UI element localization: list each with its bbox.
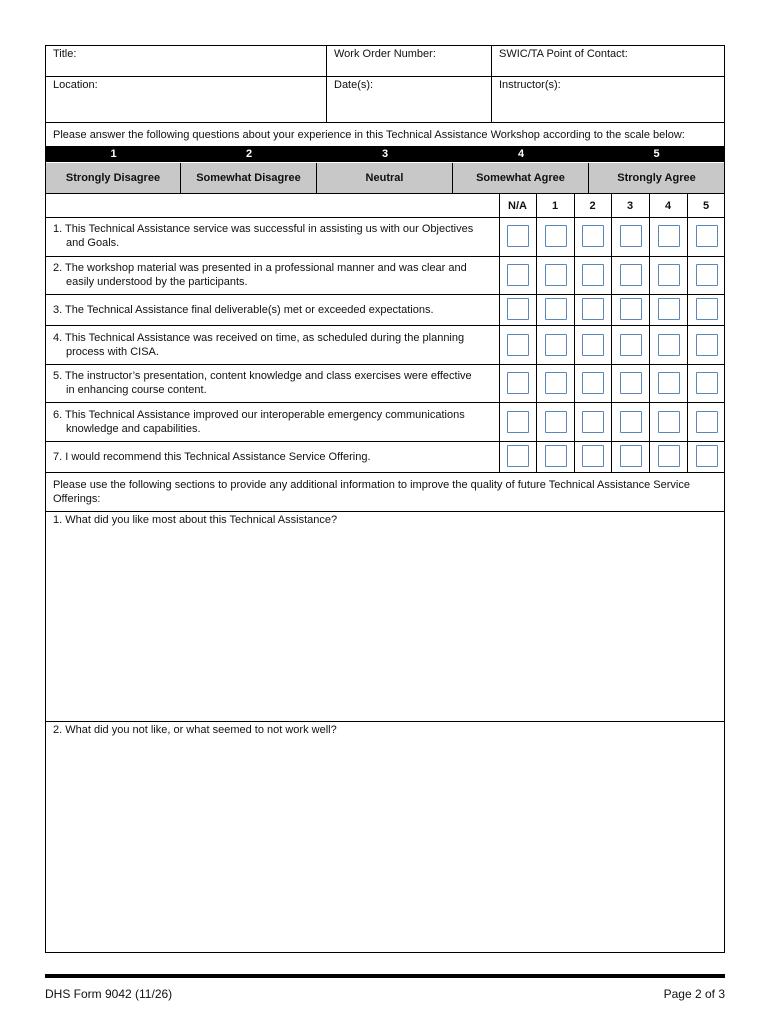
rating-col-line — [649, 194, 650, 473]
scale-label-3: Neutral — [317, 163, 453, 193]
rating-checkbox[interactable] — [582, 411, 604, 433]
scale-number-5: 5 — [589, 146, 724, 162]
rating-checkbox[interactable] — [507, 411, 529, 433]
rating-checkbox[interactable] — [507, 264, 529, 286]
question-5: 5. The instructor’s presentation, content knowledge and class exercises were effective in enhancing course content. — [53, 370, 472, 396]
row-divider — [45, 294, 725, 295]
rating-checkbox[interactable] — [545, 298, 567, 320]
rating-checkbox[interactable] — [696, 298, 718, 320]
rating-col-line — [611, 194, 612, 473]
rating-col-line — [687, 194, 688, 473]
row-divider — [45, 217, 725, 218]
rating-checkbox[interactable] — [545, 225, 567, 247]
question-6: 6. This Technical Assistance improved our interoperable emergency communications knowledge and capabilities. — [53, 409, 465, 435]
rating-checkbox[interactable] — [658, 411, 680, 433]
rating-checkbox[interactable] — [620, 298, 642, 320]
rating-col-line — [536, 194, 537, 473]
instructions-text: Please answer the following questions about your experience in this Technical Assistance Workshop according to the scale below: — [53, 129, 685, 141]
row-divider — [45, 441, 725, 442]
rating-checkbox[interactable] — [507, 298, 529, 320]
rating-checkbox[interactable] — [545, 372, 567, 394]
scale-label-4: Somewhat Agree — [453, 163, 589, 193]
title-field[interactable]: Title: — [53, 48, 77, 60]
rating-checkbox[interactable] — [620, 411, 642, 433]
header-col-divider-1 — [326, 45, 327, 122]
rating-checkbox[interactable] — [582, 225, 604, 247]
rating-checkbox[interactable] — [696, 334, 718, 356]
rating-checkbox[interactable] — [545, 411, 567, 433]
rating-checkbox[interactable] — [696, 411, 718, 433]
rating-checkbox[interactable] — [620, 445, 642, 467]
column-na: N/A — [508, 200, 527, 212]
page-number: Page 2 of 3 — [663, 987, 725, 1001]
additional-intro: Please use the following sections to provide any additional information to improve the quality of future Technical Assistance Service Offerings: — [53, 479, 690, 505]
rating-checkbox[interactable] — [658, 225, 680, 247]
rating-checkbox[interactable] — [507, 445, 529, 467]
work-order-field[interactable]: Work Order Number: — [334, 48, 436, 60]
rating-checkbox[interactable] — [620, 334, 642, 356]
contact-field[interactable]: SWIC/TA Point of Contact: — [499, 48, 628, 60]
column-5: 5 — [702, 200, 710, 212]
rating-checkbox[interactable] — [582, 372, 604, 394]
rating-checkbox[interactable] — [620, 264, 642, 286]
rating-checkbox[interactable] — [658, 445, 680, 467]
column-4: 4 — [664, 200, 672, 212]
scale-number-3: 3 — [317, 146, 453, 162]
column-2: 2 — [589, 200, 596, 212]
rating-checkbox[interactable] — [696, 372, 718, 394]
rating-checkbox[interactable] — [582, 264, 604, 286]
rating-checkbox[interactable] — [658, 298, 680, 320]
location-field[interactable]: Location: — [53, 79, 98, 91]
question-3: 3. The Technical Assistance final deliverable(s) met or exceeded expectations. — [53, 304, 434, 316]
rating-checkbox[interactable] — [545, 264, 567, 286]
scale-label-2: Somewhat Disagree — [181, 163, 317, 193]
rating-checkbox[interactable] — [507, 225, 529, 247]
rating-checkbox[interactable] — [507, 334, 529, 356]
section-divider — [45, 721, 725, 722]
rating-checkbox[interactable] — [696, 264, 718, 286]
rating-checkbox[interactable] — [620, 372, 642, 394]
rating-checkbox[interactable] — [545, 445, 567, 467]
rating-checkbox[interactable] — [507, 372, 529, 394]
rating-checkbox[interactable] — [582, 334, 604, 356]
row-divider — [45, 472, 725, 473]
comment-box-1[interactable] — [46, 530, 724, 720]
row-divider — [45, 256, 725, 257]
scale-label-5: Strongly Agree — [589, 163, 724, 193]
row-divider — [45, 364, 725, 365]
footer-rule — [45, 974, 725, 978]
question-4: 4. This Technical Assistance was received on time, as scheduled during the planning process with CISA. — [53, 332, 465, 358]
instructor-field[interactable]: Instructor(s): — [499, 79, 561, 91]
question-7: 7. I would recommend this Technical Assistance Service Offering. — [53, 451, 371, 463]
header-col-divider-2 — [491, 45, 492, 122]
dates-field[interactable]: Date(s): — [334, 79, 374, 91]
section-divider — [45, 511, 725, 512]
rating-checkbox[interactable] — [658, 334, 680, 356]
rating-checkbox[interactable] — [696, 445, 718, 467]
comment-box-2[interactable] — [46, 740, 724, 952]
scale-number-2: 2 — [181, 146, 317, 162]
rating-checkbox[interactable] — [658, 264, 680, 286]
comment-question-1: 1. What did you like most about this Technical Assistance? — [53, 514, 338, 526]
rating-col-line — [574, 194, 575, 473]
rating-col-line — [499, 194, 500, 473]
column-1: 1 — [551, 200, 559, 212]
scale-label-1: Strongly Disagree — [46, 163, 181, 193]
rating-checkbox[interactable] — [658, 372, 680, 394]
scale-number-1: 1 — [46, 146, 181, 162]
header-divider-2 — [45, 122, 725, 123]
form-id: DHS Form 9042 (11/26) — [45, 987, 173, 1001]
row-divider — [45, 325, 725, 326]
scale-divider — [45, 193, 725, 194]
scale-number-4: 4 — [453, 146, 589, 162]
row-divider — [45, 402, 725, 403]
rating-checkbox[interactable] — [545, 334, 567, 356]
rating-checkbox[interactable] — [582, 445, 604, 467]
question-2: 2. The workshop material was presented in a professional manner and was clear and easily understood by the participants. — [53, 262, 467, 288]
column-3: 3 — [626, 200, 634, 212]
header-divider-1 — [45, 76, 725, 77]
comment-question-2: 2. What did you not like, or what seemed to not work well? — [53, 724, 337, 736]
rating-checkbox[interactable] — [620, 225, 642, 247]
rating-checkbox[interactable] — [582, 298, 604, 320]
question-1: 1. This Technical Assistance service was successful in assisting us with our Objectives and Goals. — [53, 223, 474, 249]
rating-checkbox[interactable] — [696, 225, 718, 247]
